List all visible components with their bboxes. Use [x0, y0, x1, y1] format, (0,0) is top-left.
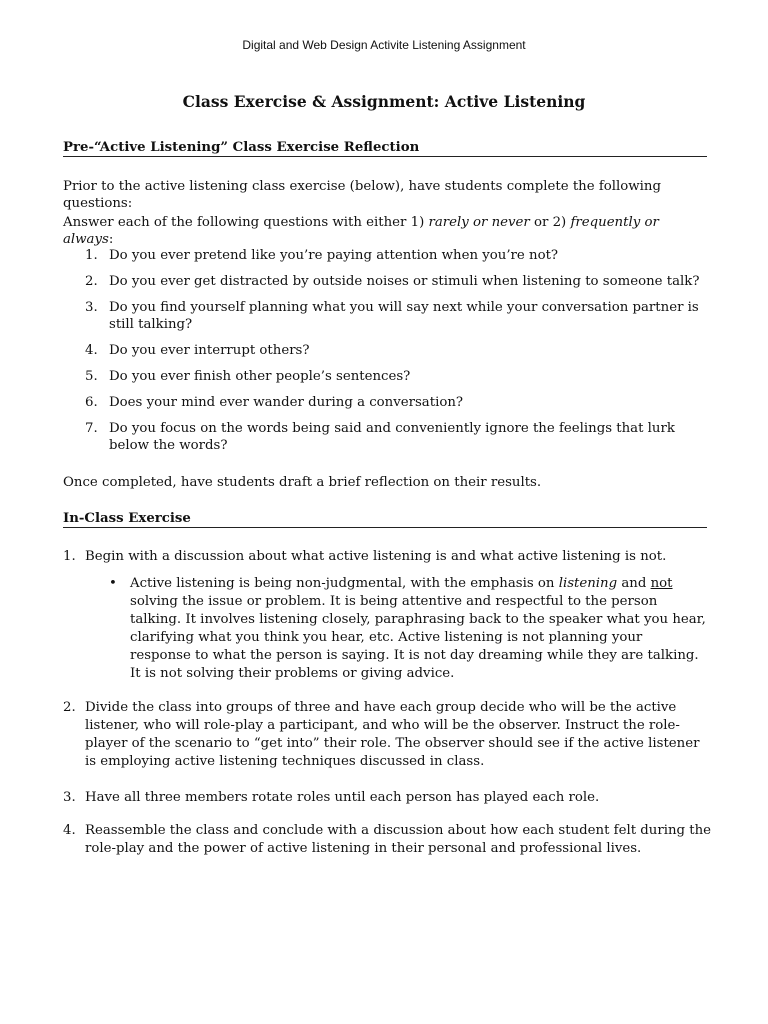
exercise-step [63, 548, 713, 566]
definition-text-1: Active listening is being non-judgmental, with the emphasis on [130, 576, 559, 591]
question-text: Do you ever interrupt others? [109, 343, 310, 358]
question-number: 4. [85, 343, 98, 358]
option-frequently-always: frequently or always [63, 215, 659, 247]
question-text: Do you ever finish other people’s sentences? [109, 369, 411, 384]
question-number: 7. [85, 421, 98, 436]
step-text: Have all three members rotate roles until each person has played each role. [85, 790, 600, 805]
reflection-closing: Once completed, have students draft a brief reflection on their results. [63, 475, 542, 490]
question-number: 5. [85, 369, 98, 384]
definition-underlined: not [650, 576, 673, 591]
answer-instruction [63, 214, 713, 248]
instruction-middle: or 2) [529, 215, 571, 230]
question-text: Do you find yourself planning what you will say next while your conversation partner is still talking? [109, 300, 699, 332]
in-class-heading: In-Class Exercise [63, 511, 707, 528]
question-item [63, 273, 713, 290]
step-text: Begin with a discussion about what active listening is and what active listening is not. [85, 549, 667, 564]
pre-exercise-intro: Prior to the active listening class exercise (below), have students complete the following questions: [63, 179, 661, 211]
question-number: 6. [85, 395, 98, 410]
question-number: 3. [85, 300, 98, 315]
reflection-question-list [63, 247, 713, 463]
step-text: Reassemble the class and conclude with a discussion about how each student felt during the role-play and the power of active listening in their personal and professional lives. [85, 823, 712, 856]
question-item [63, 394, 713, 411]
question-item [63, 368, 713, 385]
step-number: 4. [63, 823, 76, 838]
definition-text-3: solving the issue or problem. It is being attentive and respectful to the person talking. It involves listening closely, paraphrasing back to the speaker what you hear, clarifying what you think you hear, etc. Active listening is not planning your response to what the person is saying. It is not day dreaming while they are talking. It is not solving their problems or giving advice. [130, 594, 706, 681]
question-text: Do you ever get distracted by outside noises or stimuli when listening to someone talk? [109, 274, 700, 289]
step-number: 2. [63, 700, 76, 715]
exercise-step [63, 789, 713, 807]
question-item [63, 342, 713, 359]
definition-text-2: and [617, 576, 651, 591]
question-item [63, 420, 713, 454]
active-listening-definition [107, 575, 707, 683]
question-number: 1. [85, 248, 98, 263]
instruction-prefix: Answer each of the following questions with either 1) [63, 215, 429, 230]
question-item [63, 299, 713, 333]
definition-emphasis: listening [558, 576, 618, 591]
question-text: Do you ever pretend like you’re paying attention when you’re not? [109, 248, 559, 263]
question-text: Do you focus on the words being said and conveniently ignore the feelings that lurk below the words? [109, 421, 675, 453]
pre-exercise-heading: Pre-“Active Listening” Class Exercise Reflection [63, 140, 707, 157]
instruction-suffix: : [108, 232, 114, 247]
exercise-step [63, 699, 713, 771]
step-text: Divide the class into groups of three and have each group decide who will be the active listener, who will role-play a participant, and who will be the observer. Instruct the role-player of the scenario to “get into” their role. The observer should see if the active listener is employing active listening techniques discussed in class. [85, 700, 700, 769]
exercise-step [63, 822, 713, 858]
question-item [63, 247, 713, 264]
running-header: Digital and Web Design Activite Listening Assignment [242, 38, 526, 52]
option-rarely-never: rarely or never [428, 215, 530, 230]
step-number: 1. [63, 549, 76, 564]
document-title: Class Exercise & Assignment: Active Listening [182, 92, 586, 111]
question-text: Does your mind ever wander during a conversation? [109, 395, 464, 410]
step-number: 3. [63, 790, 76, 805]
bullet-marker: • [109, 576, 117, 591]
question-number: 2. [85, 274, 98, 289]
